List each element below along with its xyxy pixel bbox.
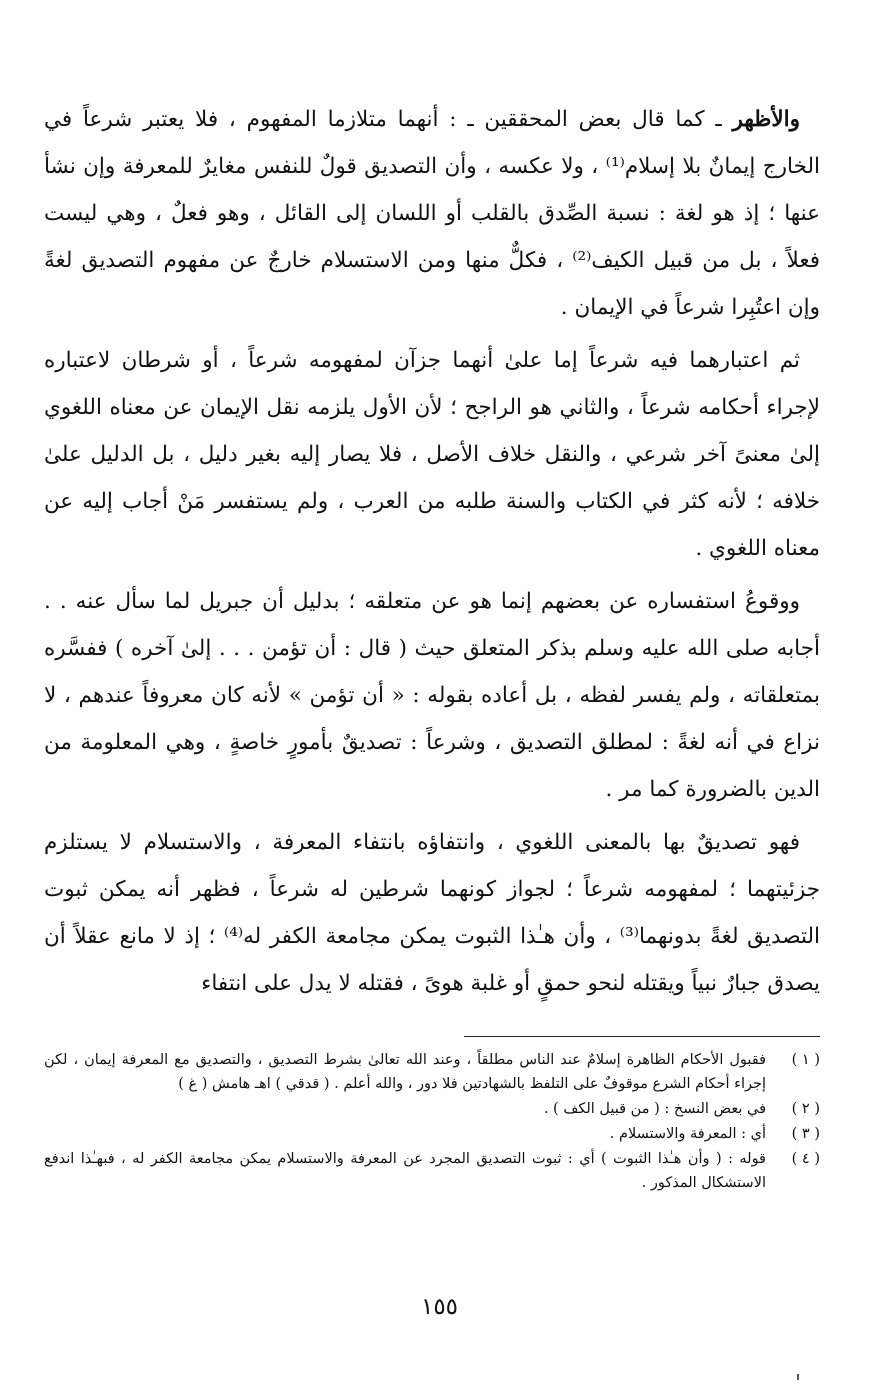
paragraph-lead-word: والأظهر [732,107,800,132]
paragraph-3: ووقوعُ استفساره عن بعضهم إنما هو عن متعلقه ؛ بدليل أن جبريل لما سأل عنه . . أجابه صلى الله عليه وسلم بذكر المتعلق حيث ( قال : أن تؤمن . . . إلىٰ آخره ) ففسَّره بمتعلقاته ، ولم يفسر لفظه ، بل أعاده بقوله : « أن تؤمن » لأنه كان معروفاً عندهم ، لا نزاع في أنه لغةً : لمطلق التصديق ، وشرعاً : تصديقٌ بأمورٍ خاصةٍ ، وهي المعلومة من الدين بالضرورة كما مر . [44,589,820,802]
paragraph-1 [44,96,820,331]
footnote-number: ( ١ ) [791,1052,820,1068]
scan-mark [797,1374,799,1380]
paragraph-1-text: ـ كما قال بعض المحققين ـ : أنهما متلازما المفهوم ، فلا يعتبر شرعاً في الخارج إيمانٌ بلا إسلام⁽¹⁾ ، ولا عكسه ، وأن التصديق قولٌ للنفس مغايرٌ للمعرفة وإن نشأ عنها ؛ إذ هو لغة : نسبة الصِّدق بالقلب أو اللسان إلى القائل ، وهو فعلٌ ، وهي ليست فعلاً ، بل من قبيل الكيف⁽²⁾ ، فكلٌّ منها ومن الاستسلام خارجٌ عن مفهوم التصديق لغةً وإن اعتُبِرا شرعاً في الإيمان . [44,107,820,320]
main-text [44,96,820,331]
footnote-4 [44,1147,820,1195]
footnote-separator [464,1036,820,1037]
footnote-3 [44,1122,820,1146]
footnote-number: ( ٢ ) [791,1101,820,1117]
footnote-text: في بعض النسخ : ( من قبيل الكف ) . [543,1101,766,1117]
main-text-4 [44,819,820,1007]
paragraph-4: فهو تصديقٌ بها بالمعنى اللغوي ، وانتفاؤه بانتفاء المعرفة ، والاستسلام لا يستلزم جزئيتهما ؛ لمفهومه شرعاً ؛ لجواز كونهما شرطين له شرعاً ، فظهر أنه يمكن ثبوت التصديق لغةً بدونهما⁽³⁾ ، وأن هـٰذا الثبوت يمكن مجامعة الكفر له⁽⁴⁾ ؛ إذ لا مانع عقلاً أن يصدق جبارٌ نبياً ويقتله لنحو حمقٍ أو غلبة هوىً ، فقتله لا يدل على انتفاء [44,830,820,996]
footnote-1 [44,1048,820,1096]
footnote-number: ( ٤ ) [791,1151,820,1167]
main-text-3 [44,578,820,813]
footnote-number: ( ٣ ) [791,1126,820,1142]
page-number: ١٥٥ [420,1294,459,1320]
footnotes [44,1048,820,1196]
footnote-text: أي : المعرفة والاستسلام . [609,1126,766,1142]
footnote-text: قوله : ( وأن هـٰذا الثبوت ) أي : ثبوت التصديق المجرد عن المعرفة والاستسلام يمكن مجامعة الكفر له ، فبهـٰذا اندفع الاستشكال المذكور . [44,1151,766,1191]
footnote-2 [44,1097,820,1121]
footnote-text: فقبول الأحكام الظاهرة إسلامٌ عند الناس مطلقاً ، وعند الله تعالىٰ بشرط التصديق ، والتصديق مع المعرفة إيمان ، لكن إجراء أحكام الشرع موقوفٌ على التلفظ بالشهادتين فلا دور ، والله أعلم . ( قدقي ) اهـ هامش ( غ ) [44,1052,766,1092]
paragraph-2: ثم اعتبارهما فيه شرعاً إما علىٰ أنهما جزآن لمفهومه شرعاً ، أو شرطان لاعتباره لإجراء أحكامه شرعاً ، والثاني هو الراجح ؛ لأن الأول يلزمه نقل الإيمان عن معناه اللغوي إلىٰ معنىً آخر شرعي ، والنقل خلاف الأصل ، فلا يصار إليه بغير دليل ، بل الدليل علىٰ خلافه ؛ لأنه كثر في الكتاب والسنة طلبه من العرب ، ولم يستفسر مَنْ أجاب إليه عن معناه اللغوي . [44,348,820,561]
main-text-2 [44,337,820,572]
